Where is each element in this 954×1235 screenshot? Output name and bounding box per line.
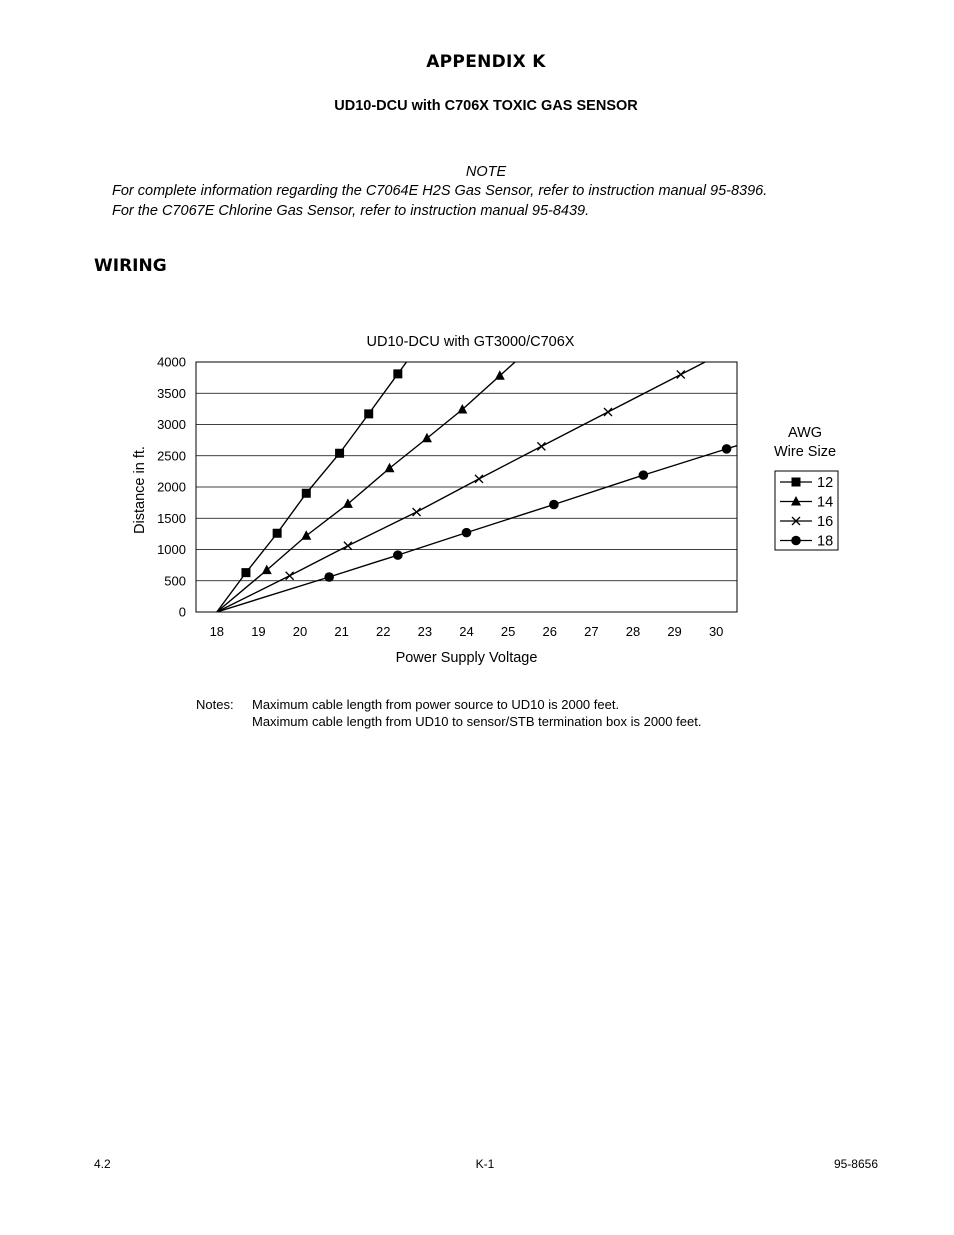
- note-line-2: For the C7067E Chlorine Gas Sensor, refer to instruction manual 95-8439.: [112, 203, 590, 219]
- legend-label-awg-18: 18: [817, 533, 834, 550]
- data-point-awg-12: [273, 529, 282, 538]
- data-point-awg-14: [301, 530, 311, 540]
- x-tick-label: 22: [376, 624, 391, 639]
- data-point-awg-16: [286, 572, 294, 580]
- footer-page-number: K-1: [475, 1157, 495, 1171]
- data-point-awg-12: [335, 449, 344, 458]
- x-tick-label: 30: [708, 624, 724, 639]
- data-point-awg-18: [324, 572, 334, 582]
- y-tick-label: 4000: [157, 354, 186, 370]
- footer-revision: 4.2: [94, 1157, 111, 1171]
- x-tick-label: 24: [459, 624, 474, 639]
- y-tick-label: 1000: [157, 542, 186, 557]
- legend-title-line-1: AWG: [787, 425, 823, 441]
- legend-label-awg-12: 12: [817, 475, 834, 491]
- series-line-awg-16: [217, 320, 899, 612]
- y-tick-label: 2000: [157, 479, 186, 495]
- data-point-awg-16: [475, 475, 483, 483]
- y-tick-label: 3000: [157, 417, 186, 432]
- chart-notes-label: Notes:: [196, 697, 234, 712]
- x-tick-label: 26: [542, 624, 557, 639]
- x-tick-label: 28: [625, 624, 641, 639]
- legend-label-awg-14: 14: [817, 494, 834, 511]
- section-title-wiring: WIRING: [94, 256, 167, 276]
- data-point-awg-14: [343, 498, 353, 508]
- y-tick-label: 500: [164, 573, 186, 589]
- series-line-awg-14: [217, 320, 612, 612]
- data-point-awg-18: [393, 550, 403, 560]
- note-title: NOTE: [465, 164, 507, 180]
- data-point-awg-12: [241, 568, 250, 577]
- legend-title-line-2: Wire Size: [773, 444, 837, 460]
- data-point-awg-18: [462, 528, 472, 538]
- x-tick-label: 25: [500, 624, 516, 639]
- appendix-title: APPENDIX K: [426, 52, 546, 72]
- data-point-awg-12: [364, 409, 373, 418]
- x-tick-label: 21: [334, 624, 349, 639]
- data-point-awg-18: [639, 470, 649, 480]
- page-subtitle: UD10-DCU with C706X TOXIC GAS SENSOR: [334, 98, 638, 114]
- note-line-1: For complete information regarding the C7064E H2S Gas Sensor, refer to instruction manual 95-8396.: [112, 183, 768, 199]
- x-tick-label: 20: [292, 624, 308, 639]
- x-tick-label: 19: [251, 624, 266, 639]
- data-point-awg-16: [537, 442, 545, 450]
- y-tick-label: 1500: [157, 510, 186, 526]
- data-point-awg-16: [413, 508, 421, 516]
- data-point-awg-14: [385, 463, 395, 473]
- x-tick-label: 23: [417, 624, 433, 639]
- chart-title: UD10-DCU with GT3000/C706X: [366, 334, 575, 350]
- y-tick-label: 0: [178, 604, 186, 620]
- data-point-awg-18: [722, 444, 732, 454]
- data-point-awg-12: [302, 489, 311, 498]
- footer-document-number: 95-8656: [833, 1157, 878, 1171]
- legend-marker-awg-12: [792, 478, 801, 487]
- x-tick-label: 18: [209, 624, 225, 639]
- x-tick-label: 29: [667, 624, 682, 639]
- chart-note-line-2: Maximum cable length from UD10 to sensor/STB termination box is 2000 feet.: [252, 714, 702, 729]
- data-point-awg-18: [549, 500, 559, 510]
- y-tick-label: 3500: [157, 385, 186, 401]
- legend-marker-awg-14: [791, 496, 801, 506]
- data-point-awg-16: [604, 408, 612, 416]
- legend-marker-awg-18: [791, 536, 801, 546]
- data-point-awg-14: [262, 565, 272, 575]
- data-point-awg-16: [344, 542, 352, 550]
- wire-distance-chart: [0, 320, 954, 680]
- x-tick-label: 27: [584, 624, 599, 639]
- y-tick-label: 2500: [157, 448, 186, 464]
- series-line-awg-12: [217, 320, 485, 612]
- x-axis-label: Power Supply Voltage: [395, 650, 538, 666]
- chart-note-line-1: Maximum cable length from power source to UD10 is 2000 feet.: [252, 697, 620, 712]
- data-point-awg-12: [393, 369, 402, 378]
- legend-label-awg-16: 16: [817, 514, 834, 530]
- data-point-awg-14: [422, 433, 432, 443]
- data-point-awg-16: [677, 371, 685, 379]
- y-axis-label: Distance in ft.: [132, 446, 148, 534]
